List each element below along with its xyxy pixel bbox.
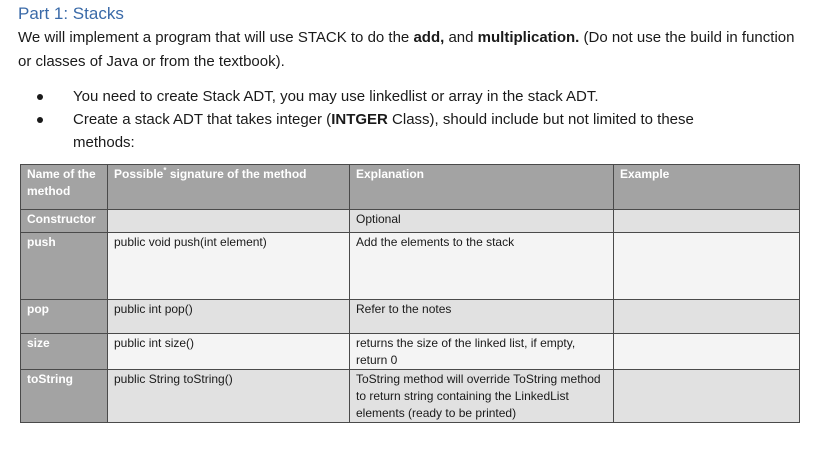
method-example	[614, 300, 800, 334]
list-item	[35, 108, 795, 154]
header-signature-pre: Possible	[114, 167, 164, 181]
method-explanation: Optional	[350, 210, 614, 233]
method-signature: public int pop()	[108, 300, 350, 334]
method-example	[614, 233, 800, 300]
method-signature: public void push(int element)	[108, 233, 350, 300]
method-explanation: Refer to the notes	[350, 300, 614, 334]
bullet-text: You need to create Stack ADT, you may use linkedlist or array in the stack ADT.	[73, 88, 599, 105]
intro-paragraph	[18, 26, 798, 74]
method-signature: public int size()	[108, 334, 350, 370]
method-explanation: returns the size of the linked list, if empty, return 0	[350, 334, 614, 370]
table-row	[21, 300, 800, 334]
bullet-icon	[37, 117, 43, 123]
method-name: push	[21, 233, 108, 300]
methods-table	[20, 164, 800, 423]
bullet-text-1: Create a stack ADT that takes integer (	[73, 111, 332, 128]
bullet-bold-intger: INTGER	[331, 111, 388, 128]
method-name: toString	[21, 370, 108, 423]
method-explanation: ToString method will override ToString method to return string containing the LinkedList elements (ready to be printed)	[350, 370, 614, 423]
section-heading: Part 1: Stacks	[18, 4, 124, 23]
method-explanation: Add the elements to the stack	[350, 233, 614, 300]
table-row	[21, 210, 800, 233]
header-example: Example	[614, 165, 800, 210]
method-example	[614, 334, 800, 370]
intro-bold-add: add,	[413, 29, 445, 46]
bullet-text-2: Class), should include but not limited to these	[387, 111, 694, 128]
method-name: Constructor	[21, 210, 108, 233]
header-explanation: Explanation	[350, 165, 614, 210]
method-signature	[108, 210, 350, 233]
method-name: size	[21, 334, 108, 370]
method-name: pop	[21, 300, 108, 334]
requirements-list	[35, 85, 795, 154]
table-header-row	[21, 165, 800, 210]
bullet-icon	[37, 94, 43, 100]
intro-text-2: and	[444, 29, 478, 46]
header-name: Name of the method	[21, 165, 108, 210]
header-signature-sup: *	[163, 166, 167, 175]
header-signature-post: signature of the method	[166, 167, 307, 181]
intro-text-3: (Do not use the build in function or classes of Java or from the textbook).	[18, 29, 795, 70]
bullet-continuation: methods:	[73, 134, 135, 151]
intro-text-1: We will implement a program that will use STACK to do the	[18, 29, 414, 46]
list-item	[35, 85, 795, 108]
table-row	[21, 233, 800, 300]
table-row	[21, 370, 800, 423]
intro-bold-multiplication: multiplication.	[477, 29, 580, 46]
table-row	[21, 334, 800, 370]
method-signature: public String toString()	[108, 370, 350, 423]
method-example	[614, 210, 800, 233]
method-example	[614, 370, 800, 423]
header-signature	[108, 165, 350, 210]
